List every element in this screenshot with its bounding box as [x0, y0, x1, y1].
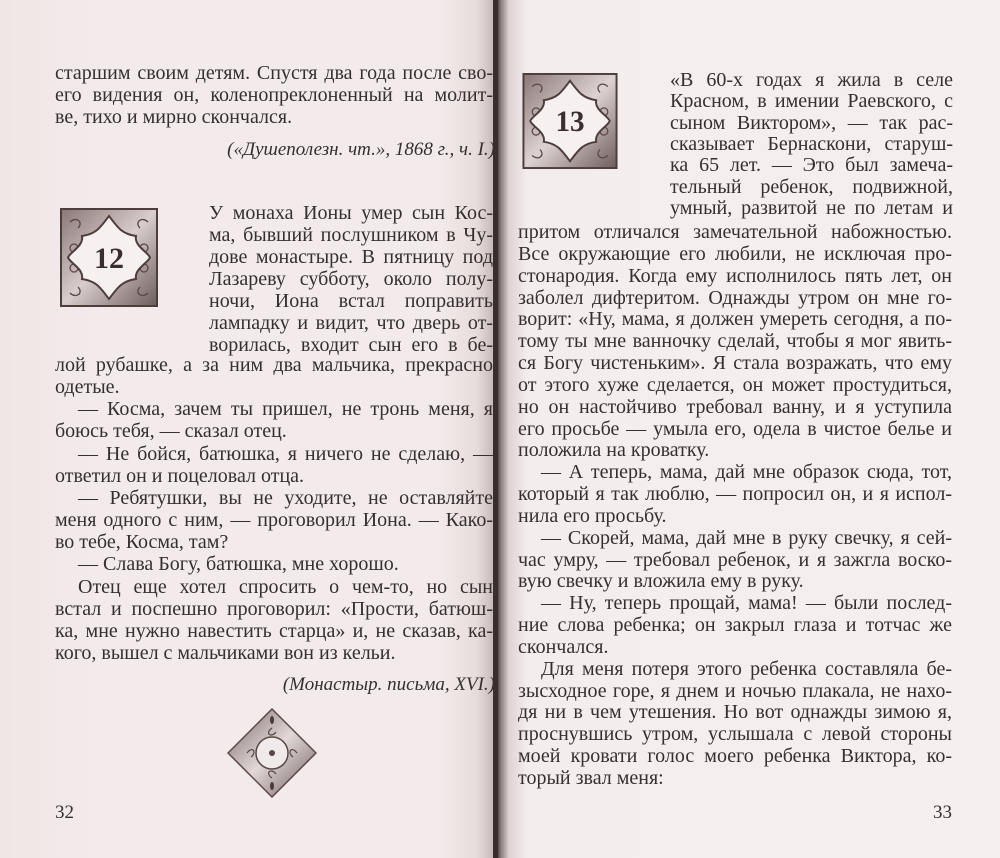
- text-line: но он настойчиво требовал ванну, и я уступила: [518, 395, 952, 418]
- text-line: положила на кроватку.: [518, 439, 710, 462]
- text-line: его видения он, коленопреклоненный на молит-: [55, 84, 493, 106]
- book-gutter: [493, 0, 498, 858]
- text-line: ответил он и поцеловал отца.: [55, 464, 305, 487]
- text-line: — Косма, зачем ты пришел, не тронь меня, я: [78, 398, 493, 421]
- text-line: тому ты мне ванночку сделай, чтобы я мог явить-: [518, 330, 952, 353]
- text-line: ка, мне нужно навестить старца» и, не сказав, ка-: [55, 619, 493, 642]
- text-line: старшим своим детям. Спустя два года после сво-: [55, 62, 493, 84]
- text-line: ворит: «Ну, мама, я должен умереть сегодня, а по-: [518, 308, 952, 331]
- text-line: заболел дифтеритом. Однажды утром он мне го-: [518, 286, 952, 309]
- text-line: дове монастыре. В пятницу под: [209, 246, 493, 268]
- page-number: 32: [55, 802, 74, 823]
- text-line: ся Богу чистеньким». Я стала возражать, что ему: [518, 352, 952, 375]
- text-line: одетые.: [55, 376, 120, 399]
- text-line: — Скорей, мама, дай мне в руку свечку, я сей-: [541, 526, 952, 549]
- text-line: умный, развитой не по летам и: [670, 196, 953, 219]
- text-line: моей кровати голос моего ребенка Виктора, ко-: [518, 745, 952, 768]
- text-line: который я так люблю, — попросил он, и я испол-: [518, 483, 952, 506]
- text-line: ве, тихо и мирно скончался.: [55, 106, 293, 128]
- citation: (Монастыр. письма, XVI.): [282, 674, 495, 695]
- citation: («Душеполезн. чт.», 1868 г., ч. I.): [227, 139, 495, 160]
- text-line: — Ну, теперь прощай, мама! — были послед-: [541, 592, 952, 615]
- text-line: зысходное горе, я днем и ночью плакала, не нахо-: [518, 679, 952, 702]
- text-line: — Ребятушки, вы не уходите, не оставляйте: [78, 486, 493, 509]
- text-line: торый звал меня:: [518, 767, 664, 789]
- text-line: сыном Виктором», — так рас-: [670, 111, 953, 134]
- chapter-13-ornament-icon: [522, 73, 618, 169]
- text-line: встал и поспешно проговорил: «Прости, батюш-: [55, 597, 493, 620]
- chapter-number: 13: [555, 106, 585, 139]
- text-line: Все окружающие его любили, не исключая про-: [518, 242, 952, 265]
- text-line: — Слава Богу, батюшка, мне хорошо.: [78, 553, 399, 576]
- text-line: Для меня потеря этого ребенка составляла бе-: [541, 657, 952, 680]
- text-line: — Не бойся, батюшка, я ничего не сделаю, —: [78, 442, 493, 465]
- text-line: час умру, — требовал ребенок, и я зажгла воско-: [518, 548, 952, 571]
- text-line: лампадку и видит, что дверь от-: [209, 312, 493, 334]
- chapter-12-ornament-icon: [60, 208, 158, 307]
- text-line: боюсь тебя, — сказал отец.: [55, 420, 287, 443]
- text-line: Красном, в имении Раевского, с: [670, 90, 953, 113]
- text-line: дя ни в чем утешения. Но вот однажды зимою я,: [518, 701, 952, 724]
- text-line: тельный ребенок, подвижной,: [670, 175, 953, 198]
- text-line: «В 60-х годах я жила в селе: [670, 69, 953, 91]
- chapter-number: 12: [94, 242, 124, 275]
- page-number: 33: [933, 802, 952, 823]
- text-line: проснувшись утром, услышала с левой стороны: [518, 723, 952, 746]
- text-line: ночи, Иона встал поправить: [209, 290, 493, 312]
- diamond-end-ornament-icon: [227, 708, 317, 798]
- text-line: вую свечку и вложила ему в руку.: [518, 570, 804, 593]
- text-line: скончался.: [518, 635, 609, 658]
- text-line: Лазареву субботу, около полу-: [209, 268, 493, 290]
- text-line: во тебе, Косма, там?: [55, 531, 229, 554]
- text-line: ние слова ребенка; он закрыл глаза и тотчас же: [518, 614, 952, 637]
- text-line: сказывает Бернаскони, старуш-: [670, 132, 953, 155]
- text-line: кого, вышел с мальчиками вон из кельи.: [55, 641, 396, 664]
- text-line: — А теперь, мама, дай мне образок сюда, тот,: [541, 461, 952, 484]
- text-line: нила его просьбу.: [518, 504, 667, 527]
- text-line: стонародия. Когда ему исполнилось пять лет, он: [518, 264, 952, 287]
- text-line: ма, бывший послушником в Чу-: [209, 224, 493, 246]
- text-line: У монаха Ионы умер сын Кос-: [209, 202, 493, 224]
- text-line: ворилась, входит сын его в бе-: [209, 334, 493, 356]
- text-line: меня одного с ним, — проговорил Иона. — Како-: [55, 509, 493, 532]
- text-line: ка 65 лет. — Это был замеча-: [670, 154, 953, 177]
- text-line: Отец еще хотел спросить о чем-то, но сын: [78, 575, 493, 598]
- text-line: его просьбе — умыла его, одела в чистое белье и: [518, 417, 952, 440]
- text-line: от этого хуже сделается, он может простудиться,: [518, 373, 952, 396]
- text-line: притом отличался замечательной набожностью.: [518, 221, 952, 243]
- text-line: лой рубашке, а за ним два мальчика, прекрасно: [55, 354, 493, 376]
